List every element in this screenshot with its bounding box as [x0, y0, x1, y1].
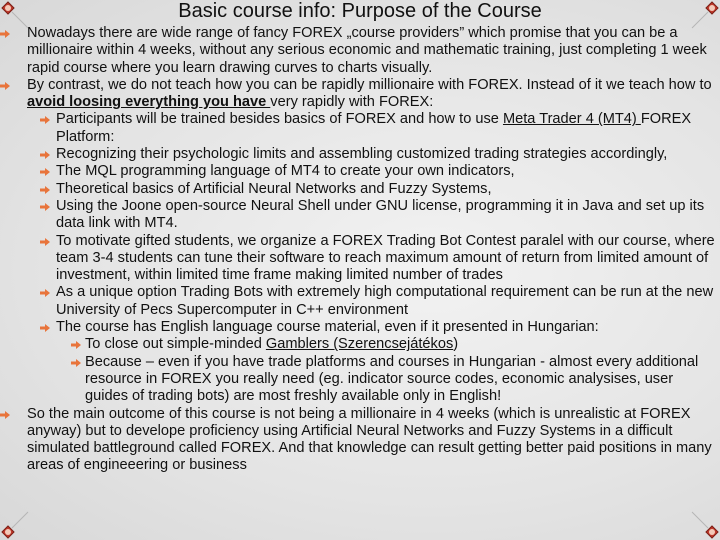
list-item-text: Recognizing their psychologic limits and assembling customized trading strategies accordingly, [56, 146, 668, 163]
list-item-text: FOREX Platform: [56, 111, 692, 145]
list-item-text: As a unique option Trading Bots with extremely high computational requirement can be run at the new University of Pecs Supercomputer in C++ environment [56, 284, 714, 318]
list-item [56, 181, 717, 198]
bullet-arrow-icon [40, 151, 50, 159]
bullet-arrow-icon [40, 324, 50, 332]
bullet-arrow-icon [40, 168, 50, 176]
list-item-text: The MQL programming language of MT4 to create your own indicators, [56, 163, 515, 180]
list-item [56, 111, 717, 146]
link-text[interactable]: Gamblers (Szerencsejátékos [265, 336, 454, 353]
link-text[interactable]: Meta Trader 4 (MT4) [502, 111, 641, 128]
list-item-text: To close out simple-minded [85, 336, 266, 353]
paragraph-intro [27, 25, 717, 77]
paragraph-contrast [27, 77, 717, 112]
sub-list-item [85, 354, 717, 406]
bullet-arrow-icon [40, 186, 50, 194]
list-item [56, 233, 717, 285]
list-item-text: The course has English language course material, even if it presented in Hungarian: [56, 319, 599, 336]
list-item-text: ) [453, 336, 459, 353]
list-item [56, 319, 717, 336]
corner-decoration-icon [690, 510, 720, 540]
bullet-arrow-icon [0, 411, 10, 419]
list-item-text: Participants will be trained besides basics of FOREX and how to use [56, 111, 503, 128]
paragraph-text: So the main outcome of this course is not being a millionaire in 4 weeks (which is unrealistic at FOREX anyway) but to develope proficiency using Artificial Neural Networks and Fuzzy Systems in a difficult simulated battleground called FOREX. And that knowledge can result getting better paid positions in many areas of engineeering or business [27, 405, 712, 474]
slide-title: Basic course info: Purpose of the Course [178, 0, 542, 22]
bullet-arrow-icon [71, 341, 81, 349]
sub-list-item [85, 336, 717, 353]
corner-decoration-icon [0, 510, 30, 540]
bullet-arrow-icon [0, 30, 10, 38]
emphasis-text: avoid loosing everything you have [27, 94, 271, 111]
bullet-arrow-icon [40, 203, 50, 211]
paragraph-conclusion [27, 406, 717, 475]
paragraph-text: very rapidly with FOREX: [270, 94, 434, 111]
list-item [56, 284, 717, 319]
list-item [56, 163, 717, 180]
slide-content [27, 25, 717, 475]
list-item-text: To motivate gifted students, we organize a FOREX Trading Bot Contest paralel with our course, where team 3-4 students can tune their software to reach maximum amount of return from limited amount of investment, within limited time frame making limited number of trades [56, 232, 715, 284]
bullet-arrow-icon [40, 116, 50, 124]
list-item-text: Theoretical basics of Artificial Neural Networks and Fuzzy Systems, [56, 180, 492, 197]
list-item [56, 146, 717, 163]
bullet-arrow-icon [0, 82, 10, 90]
paragraph-text: By contrast, we do not teach how you can be rapidly millionaire with FOREX. Instead of it we teach how to [27, 76, 712, 93]
list-item [56, 198, 717, 233]
list-item-text: Using the Joone open-source Neural Shell under GNU license, programming it in Java and set up its data link with MT4. [56, 197, 705, 232]
bullet-arrow-icon [40, 289, 50, 297]
bullet-arrow-icon [71, 359, 81, 367]
bullet-arrow-icon [40, 238, 50, 246]
paragraph-text: Nowadays there are wide range of fancy FOREX „course providers” which promise that you can be a millionaire within 4 weeks, without any serious economic and mathematic training, just completing 1 week rapid course where you learn drawing curves to charts visually. [27, 25, 707, 76]
list-item-text: Because – even if you have trade platforms and courses in Hungarian - almost every additional resource in FOREX you really need (eg. indicator source codes, economic analysises, user guides of trading bots) are most freshly available only in English! [85, 353, 699, 405]
